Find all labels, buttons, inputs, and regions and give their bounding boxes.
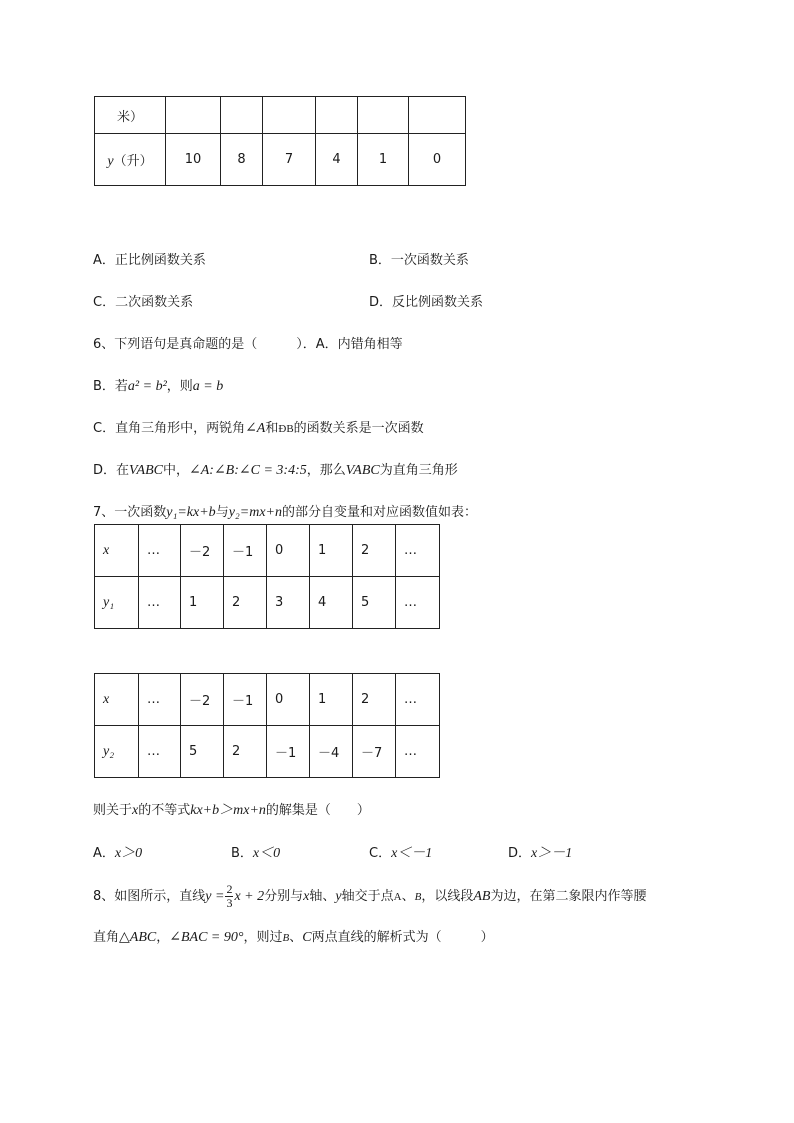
table-cell: [263, 97, 316, 134]
table-cell: [316, 97, 358, 134]
table-cell: 1: [181, 577, 224, 629]
table-cell: x: [95, 525, 139, 577]
table-cell: 2: [224, 726, 267, 778]
table-cell: －4: [310, 726, 353, 778]
table-cell: －2: [181, 525, 224, 577]
table-cell: 1: [310, 525, 353, 577]
table-cell: [409, 97, 466, 134]
question-6-option-b: B．若a² = b²，则a = b: [93, 379, 224, 394]
question-7-stem: 7、一次函数y₁=kx+b与y₂=mx+n的部分自变量和对应函数值如表：: [93, 505, 478, 520]
table-cell: －7: [353, 726, 396, 778]
question-7-option-d: D．x＞－1: [508, 846, 573, 861]
table-cell: y₂: [95, 726, 139, 778]
table-cell: －1: [267, 726, 310, 778]
table-cell: …: [139, 674, 181, 726]
table-y1: [94, 524, 440, 629]
table-cell: 3: [267, 577, 310, 629]
table-cell: 2: [353, 525, 396, 577]
table-cell: …: [396, 674, 440, 726]
table-cell: 8: [221, 134, 263, 186]
table-cell: 1: [358, 134, 409, 186]
table-cell: －2: [181, 674, 224, 726]
table-cell: 0: [267, 525, 310, 577]
table-cell: [221, 97, 263, 134]
option-b: B．一次函数关系: [369, 253, 469, 268]
option-c: C．二次函数关系: [93, 295, 194, 310]
table-cell: …: [139, 525, 181, 577]
fraction: $\frac{2}{3}$: [226, 882, 233, 910]
question-7-ask: 则关于x的不等式kx+b＞mx+n的解集是（ ）: [93, 803, 370, 818]
table-cell: y（升）: [95, 134, 166, 186]
table-cell: 10: [166, 134, 221, 186]
table-cell: [166, 97, 221, 134]
table-cell: 2: [224, 577, 267, 629]
question-8-line-2: 直角△ABC，∠BAC = 90°，则过B、C两点直线的解析式为（ ）: [93, 930, 494, 945]
table-cell: 5: [353, 577, 396, 629]
option-a: A．正比例函数关系: [93, 253, 206, 268]
table-cell: 1: [310, 674, 353, 726]
question-6-stem: 6、下列语句是真命题的是（ ）．A．内错角相等: [93, 337, 403, 352]
question-6-option-d: D．在VABC中，∠A:∠B:∠C = 3:4:5，那么VABC为直角三角形: [93, 463, 458, 478]
table-cell: 4: [310, 577, 353, 629]
table-cell: x: [95, 674, 139, 726]
question-7-option-a: A．x＞0: [93, 846, 143, 861]
table-cell: …: [396, 726, 440, 778]
table-y2: [94, 673, 440, 778]
table-cell: 0: [409, 134, 466, 186]
table-cell: …: [396, 525, 440, 577]
table-cell: 5: [181, 726, 224, 778]
table-cell: 7: [263, 134, 316, 186]
option-d: D．反比例函数关系: [369, 295, 484, 310]
question-7-option-b: B．x＜0: [231, 846, 281, 861]
table-cell: 米）: [95, 97, 166, 134]
table-cell: 0: [267, 674, 310, 726]
question-8-line-1: 8、如图所示，直线y = $\frac{2}{3}$ x + 2分别与x轴、y轴交于点A、B，以线段AB为边，在第二象限内作等腰: [93, 882, 647, 910]
table-cell: 2: [353, 674, 396, 726]
table-cell: －1: [224, 674, 267, 726]
table-cell: y₁: [95, 577, 139, 629]
table-cell: …: [139, 726, 181, 778]
table-cell: …: [396, 577, 440, 629]
question-6-option-c: C．直角三角形中，两锐角∠A和ÐB的函数关系是一次函数: [93, 421, 424, 436]
table-cell: －1: [224, 525, 267, 577]
table-cell: [358, 97, 409, 134]
table-continued: [94, 96, 466, 186]
question-7-option-c: C．x＜－1: [369, 846, 433, 861]
table-cell: 4: [316, 134, 358, 186]
table-cell: …: [139, 577, 181, 629]
